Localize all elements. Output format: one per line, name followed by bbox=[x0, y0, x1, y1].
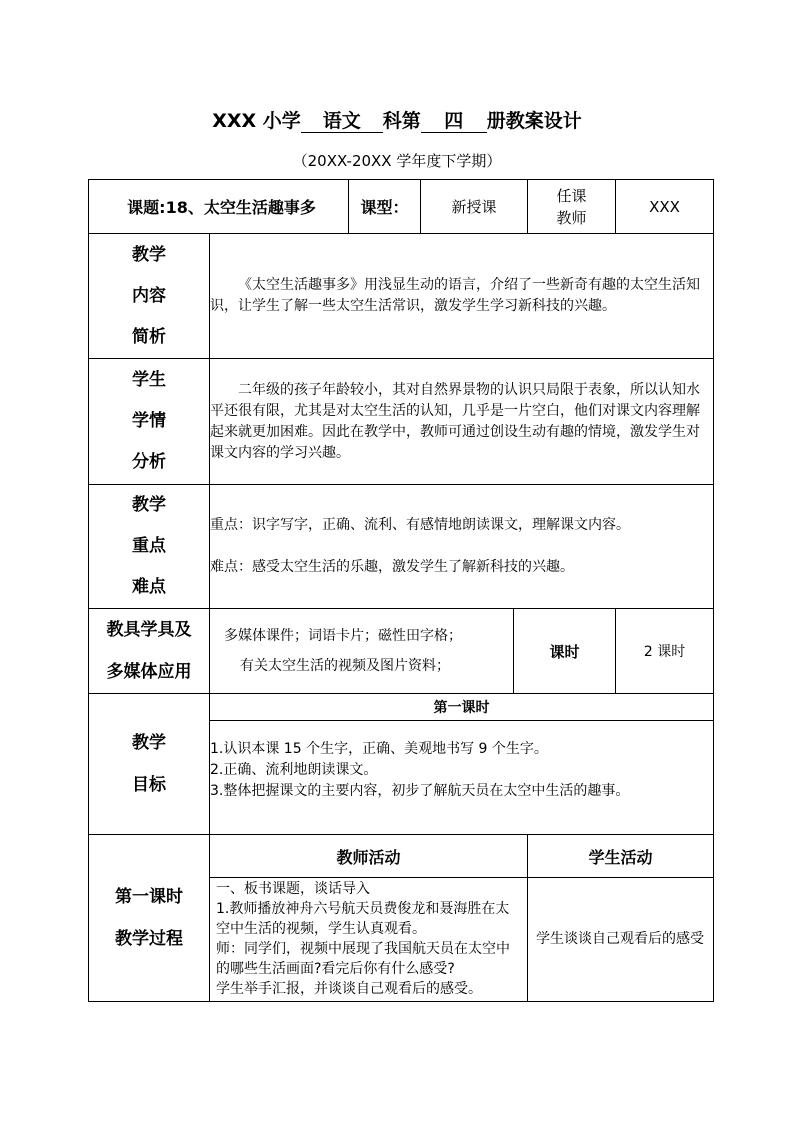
key-points-row bbox=[89, 485, 714, 609]
materials-line1: 多媒体课件；词语卡片；磁性田字格； bbox=[224, 628, 462, 644]
teacher-label-cell bbox=[528, 180, 616, 234]
session-title: 第一课时 bbox=[433, 700, 490, 716]
teacher-value-cell bbox=[616, 180, 714, 234]
type-label-cell bbox=[349, 180, 421, 234]
difficult-point-text: 难点：感受太空生活的乐趣，激发学生了解新科技的兴趣。 bbox=[210, 559, 574, 575]
topic-row bbox=[89, 180, 714, 234]
hours-value-cell bbox=[616, 609, 714, 694]
lesson-plan-table bbox=[88, 179, 714, 1002]
school-name: XXX 小学 bbox=[212, 110, 301, 132]
teacher-line: 1.教师播放神舟六号航天员费俊龙和聂海胜在太空中生活的视频，学生认真观看。 bbox=[216, 901, 510, 937]
type-label: 课型： bbox=[360, 198, 409, 217]
label-line: 内容 bbox=[132, 285, 166, 306]
spacer bbox=[210, 536, 713, 557]
teacher-activity-header bbox=[210, 835, 528, 878]
label-line: 难点 bbox=[132, 577, 166, 597]
subject-blank bbox=[301, 110, 383, 133]
process-label bbox=[89, 835, 210, 1002]
content-summary-row bbox=[89, 234, 714, 359]
key-point-text: 重点：识字写字，正确、流利、有感情地朗读课文，理解课文内容。 bbox=[210, 517, 630, 533]
label-line: 重点 bbox=[132, 536, 166, 556]
hours-label: 课时 bbox=[549, 642, 580, 661]
label-line: 分析 bbox=[132, 452, 166, 472]
label-line: 教学 bbox=[132, 733, 166, 753]
objectives-session-title bbox=[210, 694, 714, 721]
label-line: 教学 bbox=[132, 495, 166, 515]
content-summary-text: 《太空生活趣事多》用浅显生动的语言，介绍了一些新奇有趣的太空生活知识，让学生了解一些太空生活常识，激发学生学习新科技的兴趣。 bbox=[210, 277, 700, 314]
materials-row bbox=[89, 609, 714, 694]
type-value: 新授课 bbox=[451, 198, 497, 216]
student-analysis-text: 二年级的孩子年龄较小，其对自然界景物的认识只局限于表象，所以认知水平还很有限，尤其是对太空生活的认知，几乎是一片空白，他们对课文内容理解起来就更加困难。因此在教学中，教师可通过创设生动有趣的情境，激发学生对课文内容的学习兴趣。 bbox=[210, 381, 700, 461]
teacher-header: 教师活动 bbox=[336, 847, 401, 867]
teacher-value: XXX bbox=[649, 197, 680, 216]
label-line: 学生 bbox=[132, 370, 166, 390]
label-line: 教学 bbox=[132, 244, 166, 265]
student-analysis-row bbox=[89, 359, 714, 485]
term-subtitle: （20XX-20XX 学年度下学期） bbox=[292, 152, 502, 170]
student-analysis-cell bbox=[210, 359, 714, 485]
objective-item: 2.正确、流利地朗读课文。 bbox=[210, 762, 378, 778]
student-header: 学生活动 bbox=[588, 847, 653, 867]
student-activity-header bbox=[528, 835, 714, 878]
materials-label bbox=[89, 609, 210, 694]
title-mid: 科第 bbox=[382, 110, 421, 132]
process-header-row bbox=[89, 835, 714, 878]
teacher-line: 一、板书课题，谈话导入 bbox=[216, 881, 370, 897]
key-points-cell bbox=[210, 485, 714, 609]
type-value-cell bbox=[421, 180, 528, 234]
teacher-label-line2: 教师 bbox=[556, 208, 587, 227]
materials-cell bbox=[210, 609, 514, 694]
objectives-header-row bbox=[89, 694, 714, 721]
objective-item: 3.整体把握课文的主要内容，初步了解航天员在太空中生活的趣事。 bbox=[210, 783, 630, 799]
label-line: 教学过程 bbox=[115, 929, 183, 949]
student-analysis-label bbox=[89, 359, 210, 485]
key-points-label bbox=[89, 485, 210, 609]
volume-value: 四 bbox=[444, 110, 464, 132]
label-line: 简析 bbox=[132, 326, 166, 347]
subject-value: 语文 bbox=[322, 110, 361, 132]
hours-label-cell bbox=[514, 609, 616, 694]
label-line: 多媒体应用 bbox=[106, 662, 192, 682]
teacher-line: 学生举手汇报，并谈谈自己观看后的感受。 bbox=[216, 981, 482, 997]
label-line: 第一课时 bbox=[115, 887, 183, 907]
topic-text: 课题:18、太空生活趣事多 bbox=[127, 198, 316, 217]
volume-blank bbox=[421, 110, 487, 133]
label-line: 目标 bbox=[132, 775, 166, 795]
objectives-cell bbox=[210, 721, 714, 835]
objective-item: 1.认识本课 15 个生字，正确、美观地书写 9 个生字。 bbox=[210, 741, 548, 757]
content-summary-label bbox=[89, 234, 210, 359]
title-suffix: 册教案设计 bbox=[486, 110, 582, 132]
label-line: 学情 bbox=[132, 411, 166, 431]
materials-line2: 有关太空生活的视频及图片资料； bbox=[240, 658, 450, 674]
student-activity-cell bbox=[528, 878, 714, 1002]
objectives-label bbox=[89, 694, 210, 835]
hours-value: 2 课时 bbox=[643, 644, 686, 660]
topic-cell bbox=[89, 180, 349, 234]
student-activity-text: 学生谈谈自己观看后的感受 bbox=[536, 931, 705, 947]
label-line: 教具学具及 bbox=[106, 620, 192, 640]
content-summary-cell bbox=[210, 234, 714, 359]
teacher-activity-cell bbox=[210, 878, 528, 1002]
teacher-line: 师：同学们，视频中展现了我国航天员在太空中的哪些生活画面?看完后你有什么感受? bbox=[216, 941, 510, 977]
teacher-label-line1: 任课 bbox=[556, 186, 587, 205]
page-title bbox=[0, 106, 794, 133]
